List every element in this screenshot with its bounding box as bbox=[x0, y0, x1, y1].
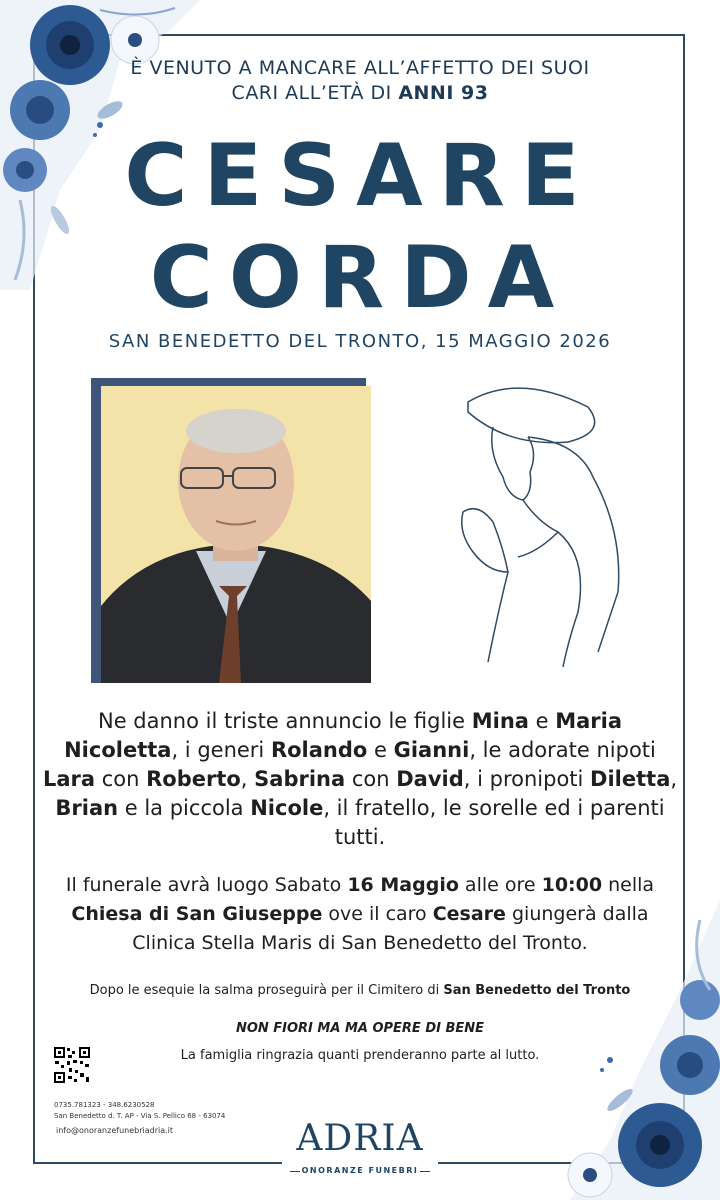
deceased-last-name: CORDA bbox=[149, 228, 571, 328]
funeral-text: Il funerale avrà luogo Sabato bbox=[65, 874, 348, 896]
intro-line-2 bbox=[100, 81, 620, 106]
announce-text: , i generi bbox=[171, 738, 271, 762]
logo-divider-right bbox=[420, 1171, 430, 1172]
family-name: Gianni bbox=[393, 738, 470, 762]
intro-text bbox=[100, 56, 620, 106]
burial-details bbox=[40, 983, 680, 998]
qr-code-icon[interactable] bbox=[53, 1046, 91, 1084]
cemetery-name: San Benedetto del Tronto bbox=[443, 983, 631, 998]
funeral-time: 10:00 bbox=[541, 874, 603, 896]
intro-line-2-prefix: CARI ALL’ETÀ DI bbox=[231, 82, 399, 104]
church-name: Chiesa di San Giuseppe bbox=[71, 903, 323, 925]
funeral-details bbox=[45, 871, 675, 958]
age-text: ANNI 93 bbox=[398, 82, 489, 104]
announcement-text bbox=[40, 707, 680, 852]
family-name: Brian bbox=[55, 796, 119, 820]
portrait-photo bbox=[101, 386, 371, 683]
family-name: David bbox=[396, 767, 464, 791]
logo-word: ADRIA bbox=[296, 1118, 424, 1159]
announce-text: con bbox=[95, 767, 147, 791]
announce-text: , i pronipoti bbox=[463, 767, 591, 791]
announce-text: e la piccola bbox=[118, 796, 251, 820]
burial-text: Dopo le esequie la salma proseguirà per il Cimitero di bbox=[89, 983, 444, 998]
funeral-text: giungerà dalla Clinica Stella Maris di San Benedetto del Tronto. bbox=[132, 903, 649, 954]
announce-text: , bbox=[240, 767, 255, 791]
place-date: SAN BENEDETTO DEL TRONTO, 15 MAGGIO 2026 bbox=[108, 331, 612, 352]
announce-text: e bbox=[367, 738, 394, 762]
announce-text: e bbox=[528, 709, 556, 733]
no-flowers-note: NON FIORI MA MA OPERE DI BENE bbox=[235, 1021, 485, 1036]
family-name: Nicole bbox=[250, 796, 324, 820]
family-name: Roberto bbox=[146, 767, 241, 791]
adria-logo bbox=[282, 1116, 438, 1180]
contact-email-link[interactable]: info@onoranzefunebriadria.it bbox=[56, 1126, 174, 1135]
family-name: Rolando bbox=[270, 738, 368, 762]
announce-text: , il fratello, le sorelle ed i parenti tutti. bbox=[323, 796, 665, 849]
praying-jesus-line-art bbox=[448, 382, 628, 672]
family-name: Lara bbox=[42, 767, 96, 791]
announce-text: Ne danno il triste annuncio le figlie bbox=[97, 709, 472, 733]
contact-info bbox=[54, 1100, 225, 1122]
family-name: Mina bbox=[471, 709, 529, 733]
family-name: Maria Nicoletta bbox=[64, 709, 623, 762]
family-name: Diletta bbox=[590, 767, 671, 791]
announce-text: , le adorate nipoti bbox=[469, 738, 656, 762]
announce-text: con bbox=[345, 767, 397, 791]
announce-text: , bbox=[670, 767, 678, 791]
funeral-text: alle ore bbox=[458, 874, 542, 896]
intro-line-1: È VENUTO A MANCARE ALL’AFFETTO DEI SUOI bbox=[130, 57, 590, 79]
funeral-text: ove il caro bbox=[322, 903, 433, 925]
contact-phones: 0735.781323 - 348.6230528 bbox=[54, 1101, 155, 1109]
logo-subtitle: ONORANZE FUNEBRI bbox=[301, 1166, 419, 1175]
funeral-text: nella bbox=[602, 874, 655, 896]
thanks-note: La famiglia ringrazia quanti prenderanno parte al lutto. bbox=[180, 1048, 540, 1063]
deceased-name-mention: Cesare bbox=[432, 903, 506, 925]
contact-address: San Benedetto d. T. AP - Via S. Pellico 68 - 63074 bbox=[54, 1112, 226, 1120]
family-name: Sabrina bbox=[254, 767, 346, 791]
funeral-date: 16 Maggio bbox=[347, 874, 459, 896]
deceased-first-name: CESARE bbox=[124, 126, 596, 226]
portrait-illustration bbox=[101, 386, 371, 683]
